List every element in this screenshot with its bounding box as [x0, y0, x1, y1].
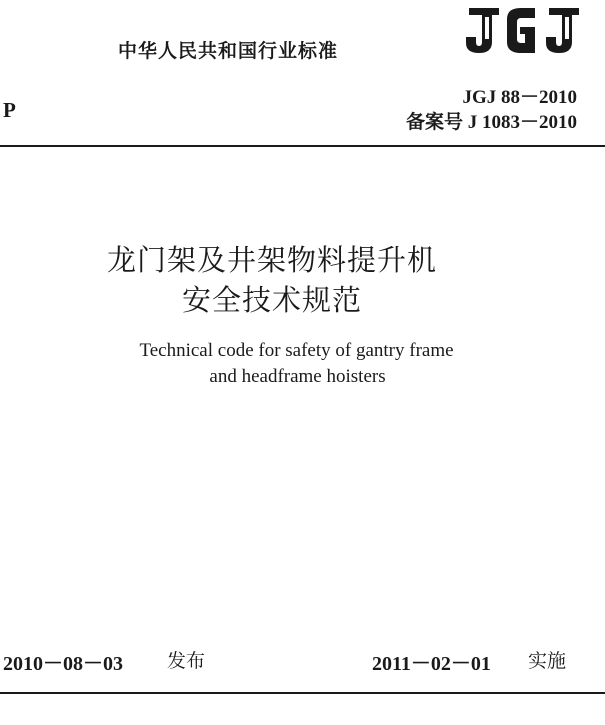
bottom-divider [0, 692, 605, 694]
jgj-logo [463, 6, 581, 56]
english-title-line-2: and headframe hoisters [209, 366, 386, 387]
english-title-line-1: Technical code for safety of gantry frame [139, 340, 454, 361]
chinese-title [0, 240, 605, 320]
effective-date: 2011－02－01 [372, 653, 491, 675]
chinese-title-line-1: 龙门架及井架物料提升机 [107, 243, 438, 277]
issue-date: 2010－08－03 [3, 653, 123, 675]
english-title [0, 338, 605, 390]
issue-label: 发布 [167, 650, 206, 672]
chinese-title-line-2: 安全技术规范 [182, 283, 363, 317]
top-divider [0, 145, 605, 147]
record-number: 备案号 J 1083－2010 [405, 112, 577, 133]
category-letter: P [3, 98, 16, 122]
standard-number: JGJ 88－2010 [462, 87, 577, 108]
issuer-heading: 中华人民共和国行业标准 [118, 40, 339, 62]
effective-label: 实施 [528, 650, 567, 672]
